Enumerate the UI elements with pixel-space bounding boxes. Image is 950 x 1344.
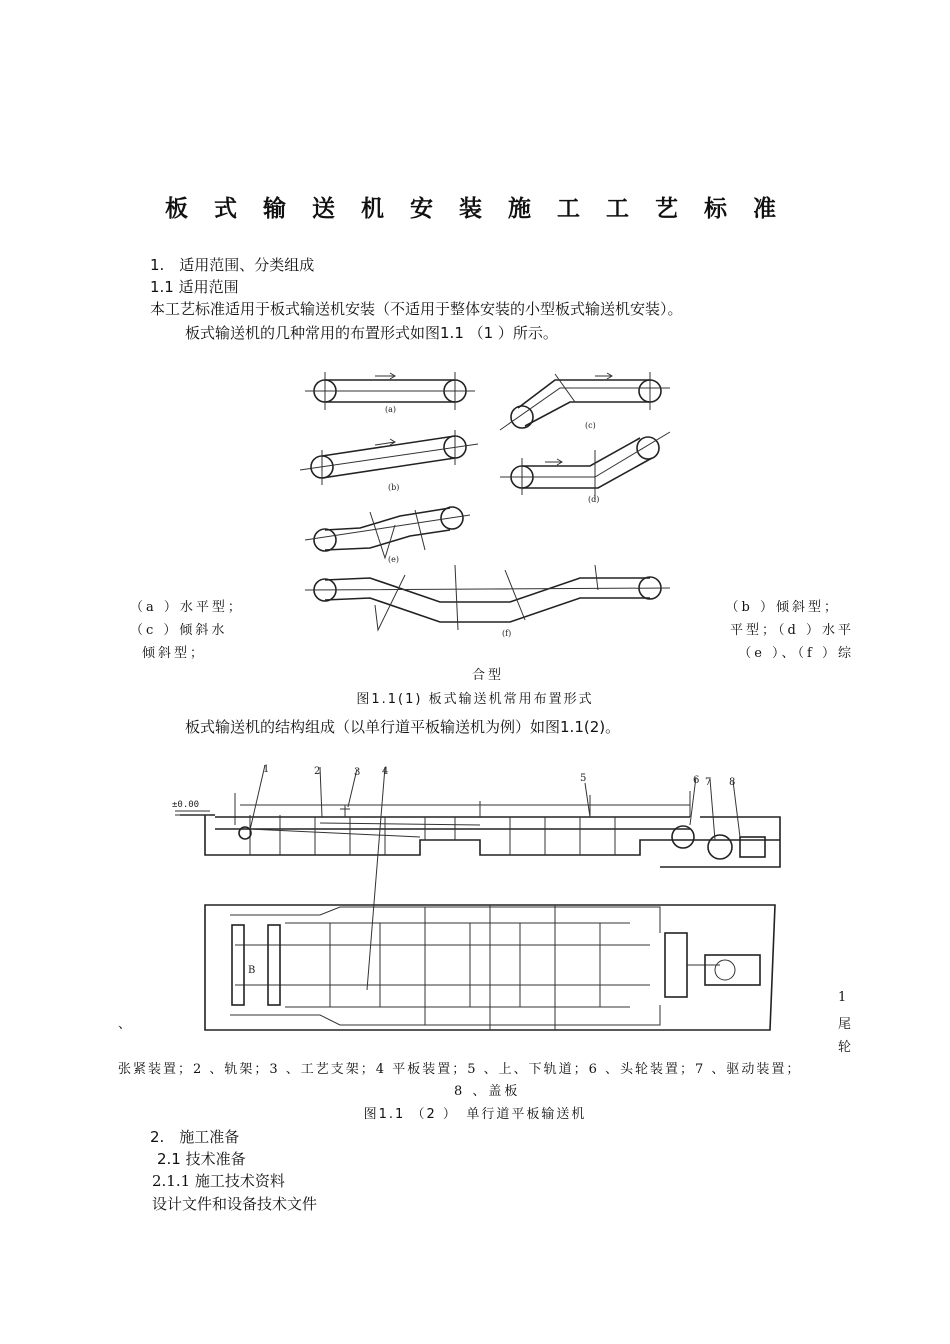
fig1-label-d: (d) bbox=[588, 495, 600, 504]
part-number-6: 6 bbox=[693, 775, 700, 786]
fig1-caption: 图1.1(1) 板式输送机常用布置形式 bbox=[356, 692, 594, 707]
part-number-7: 7 bbox=[705, 777, 712, 788]
paragraph-structure-intro: 板式输送机的结构组成（以单行道平板输送机为例）如图1.1(2)。 bbox=[185, 718, 621, 736]
part-number-3: 3 bbox=[354, 767, 361, 778]
section-2-1-1-heading: 2.1.1 施工技术资料 bbox=[152, 1172, 285, 1190]
elevation-level-label: ±0.00 bbox=[172, 800, 200, 810]
fig1-label-f: (f) bbox=[502, 629, 512, 638]
layout-e-combined bbox=[305, 507, 470, 558]
fig2-legend-dash: 、 bbox=[118, 1017, 135, 1032]
fig1-legend-left-3: 倾斜型； bbox=[142, 646, 207, 661]
paragraph-scope: 本工艺标准适用于板式输送机安装（不适用于整体安装的小型板式输送机安装）。 bbox=[150, 300, 683, 318]
fig1-legend-left-2: （c ）倾斜水 bbox=[130, 623, 228, 638]
conveyor-elevation-view bbox=[175, 765, 780, 990]
fig1-label-e: (e) bbox=[388, 555, 399, 564]
paragraph-design-docs: 设计文件和设备技术文件 bbox=[152, 1195, 318, 1213]
fig2-legend-1: 1 bbox=[838, 990, 850, 1005]
fig2-legend-line-1: 张紧装置；2 、轨架；3 、工艺支架；4 平板装置；5 、上、下轨道；6 、头轮装置；7 、驱动装置； bbox=[118, 1062, 802, 1077]
section-1-1-heading: 1.1 适用范围 bbox=[150, 278, 239, 296]
fig2-legend-line-2: 8 、盖板 bbox=[454, 1084, 521, 1099]
fig2-caption: 图1.1 （2 ） 单行道平板输送机 bbox=[363, 1107, 587, 1122]
fig1-legend-right-3: （e ）、（f ）综 bbox=[738, 646, 854, 661]
fig1-legend-right-2: 平型；（d ）水平 bbox=[730, 623, 854, 638]
layout-f-combined bbox=[305, 565, 670, 630]
part-number-4: 4 bbox=[382, 766, 389, 777]
fig1-legend-left-1: （a ）水平型； bbox=[130, 600, 244, 615]
section-2-1-heading: 2.1 技术准备 bbox=[157, 1150, 246, 1168]
part-number-1: 1 bbox=[263, 764, 270, 775]
figure-single-lane-conveyor bbox=[0, 755, 950, 1045]
section-2-heading: 2. 施工准备 bbox=[150, 1128, 240, 1146]
part-number-8: 8 bbox=[729, 777, 736, 788]
fig2-legend-wheel: 轮 bbox=[838, 1040, 855, 1055]
layout-d-horizontal-inclined bbox=[500, 432, 670, 500]
part-number-2: 2 bbox=[314, 766, 321, 777]
fig2-legend-tail: 尾 bbox=[838, 1017, 855, 1032]
part-number-5: 5 bbox=[580, 773, 587, 784]
fig1-legend-right-1: （b ）倾斜型； bbox=[725, 600, 840, 615]
fig1-label-a: (a) bbox=[385, 405, 397, 414]
fig1-legend-center: 合型 bbox=[472, 668, 505, 683]
conveyor-plan-view bbox=[205, 905, 775, 1030]
fig1-label-b: (b) bbox=[388, 483, 400, 492]
layout-b-inclined bbox=[300, 430, 478, 485]
plan-width-label: B bbox=[248, 965, 256, 976]
page-title: 板 式 输 送 机 安 装 施 工 工 艺 标 准 bbox=[164, 196, 786, 222]
fig1-label-c: (c) bbox=[585, 421, 596, 430]
paragraph-layout-intro: 板式输送机的几种常用的布置形式如图1.1 （1 ）所示。 bbox=[185, 324, 558, 342]
section-1-heading: 1. 适用范围、分类组成 bbox=[150, 256, 315, 274]
